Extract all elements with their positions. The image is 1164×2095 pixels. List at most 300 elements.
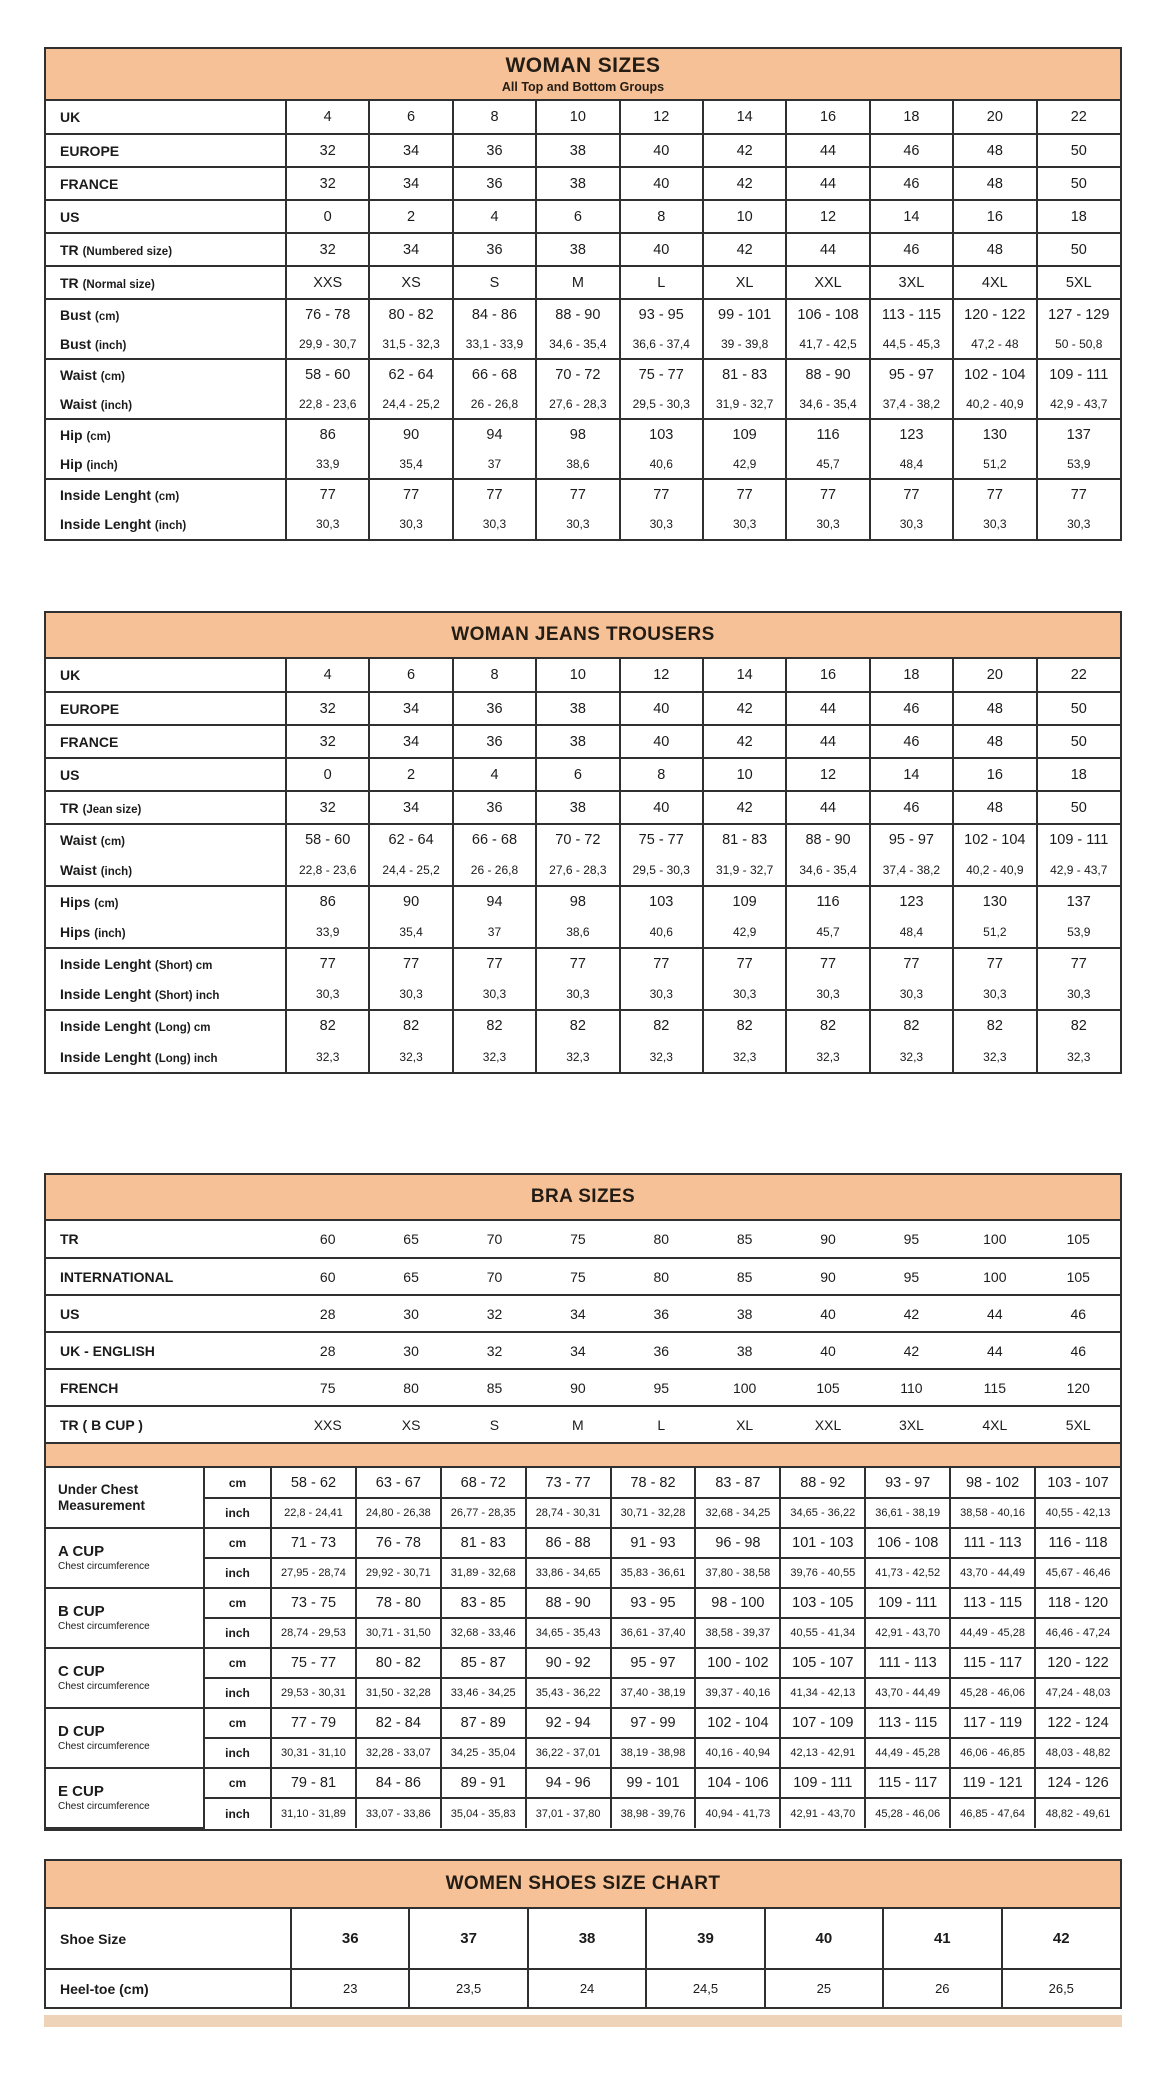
cell-value: 36,61 - 37,40 bbox=[611, 1618, 696, 1648]
cell-value: 42,91 - 43,70 bbox=[780, 1798, 865, 1828]
cell-value: 50 - 50,8 bbox=[1037, 329, 1120, 359]
cell-value: 26 - 26,8 bbox=[453, 389, 536, 419]
cell-value: 4 bbox=[286, 101, 369, 134]
cell-value: XXS bbox=[286, 1406, 369, 1443]
cell-value: 116 bbox=[786, 886, 869, 917]
cup-name: A CUP bbox=[58, 1543, 105, 1561]
cell-value: 40 bbox=[620, 692, 703, 725]
cell-value: 86 - 88 bbox=[526, 1528, 611, 1558]
cell-value: 94 bbox=[453, 419, 536, 449]
woman-sizes-subtitle: All Top and Bottom Groups bbox=[501, 79, 665, 94]
cell-value: M bbox=[536, 1406, 619, 1443]
cell-value: 77 bbox=[536, 948, 619, 979]
cell-value: 48 bbox=[953, 134, 1036, 167]
cell-value: 23,5 bbox=[409, 1969, 527, 2007]
cell-value: 106 - 108 bbox=[786, 299, 869, 329]
cell-value: 34 bbox=[369, 725, 452, 758]
cell-value: 12 bbox=[786, 758, 869, 791]
cell-value: 76 - 78 bbox=[286, 299, 369, 329]
cell-value: 122 - 124 bbox=[1035, 1708, 1120, 1738]
cell-value: 46 bbox=[870, 692, 953, 725]
cell-value: 62 - 64 bbox=[369, 824, 452, 855]
row-label-text: Hip bbox=[60, 426, 87, 443]
cell-value: 34,6 - 35,4 bbox=[536, 329, 619, 359]
bra-sizes-header bbox=[46, 1175, 1120, 1221]
row-label bbox=[46, 479, 286, 509]
cell-value: 77 bbox=[786, 948, 869, 979]
cell-value: 81 - 83 bbox=[703, 824, 786, 855]
cup-row-cm bbox=[46, 1528, 1120, 1558]
shoes-header bbox=[46, 1861, 1120, 1909]
cell-value: 82 bbox=[453, 1010, 536, 1041]
cell-value: 37,4 - 38,2 bbox=[870, 855, 953, 886]
row-label: FRANCE bbox=[46, 725, 286, 758]
table-row bbox=[46, 692, 1120, 725]
cell-value: 85 bbox=[703, 1221, 786, 1258]
cell-value: 14 bbox=[870, 200, 953, 233]
cell-value: 29,5 - 30,3 bbox=[620, 389, 703, 419]
cell-value: 32 bbox=[286, 725, 369, 758]
cell-value: 92 - 94 bbox=[526, 1708, 611, 1738]
cell-value: 124 - 126 bbox=[1035, 1768, 1120, 1798]
cell-value: 6 bbox=[536, 200, 619, 233]
cell-value: 30,71 - 32,28 bbox=[611, 1498, 696, 1528]
cell-value: 84 - 86 bbox=[453, 299, 536, 329]
cell-value: 77 bbox=[703, 479, 786, 509]
cell-value: 82 bbox=[953, 1010, 1036, 1041]
cell-value: 32,3 bbox=[1037, 1041, 1120, 1072]
cell-value: 113 - 115 bbox=[865, 1708, 950, 1738]
cell-value: 105 bbox=[1037, 1221, 1120, 1258]
cell-value: 115 - 117 bbox=[865, 1768, 950, 1798]
size-chart-page bbox=[0, 47, 1164, 2095]
cell-value: 115 bbox=[953, 1369, 1036, 1406]
cell-value: 27,6 - 28,3 bbox=[536, 855, 619, 886]
cell-value: 34,25 - 35,04 bbox=[441, 1738, 526, 1768]
row-label: TR bbox=[46, 1221, 286, 1258]
row-label bbox=[46, 855, 286, 886]
cell-value: 38 bbox=[536, 692, 619, 725]
cell-value: 36 bbox=[453, 134, 536, 167]
cell-value: 96 - 98 bbox=[695, 1528, 780, 1558]
cell-value: 44 bbox=[786, 134, 869, 167]
cell-value: 30,3 bbox=[536, 979, 619, 1010]
cell-value: XS bbox=[369, 266, 452, 299]
cell-value: 46,85 - 47,64 bbox=[950, 1798, 1035, 1828]
cell-value: 18 bbox=[1037, 758, 1120, 791]
cup-subtitle: Chest circumference bbox=[58, 1801, 150, 1813]
cell-value: 6 bbox=[536, 758, 619, 791]
cell-value: 41,34 - 42,13 bbox=[780, 1678, 865, 1708]
cell-value: 62 - 64 bbox=[369, 359, 452, 389]
cell-value: 40,94 - 41,73 bbox=[695, 1798, 780, 1828]
cell-value: 45,7 bbox=[786, 449, 869, 479]
cell-value: 4 bbox=[453, 758, 536, 791]
cell-value: 40 bbox=[620, 725, 703, 758]
row-label bbox=[46, 791, 286, 824]
bra-sizes-title: BRA SIZES bbox=[530, 1185, 636, 1207]
cell-value: 41,7 - 42,5 bbox=[786, 329, 869, 359]
cell-value: 40,55 - 42,13 bbox=[1035, 1498, 1120, 1528]
cell-value: 83 - 85 bbox=[441, 1588, 526, 1618]
cell-value: 26 - 26,8 bbox=[453, 855, 536, 886]
cell-value: 50 bbox=[1037, 167, 1120, 200]
unit-label-inch: inch bbox=[204, 1558, 271, 1588]
row-label-note: (inch) bbox=[100, 866, 133, 878]
cup-name: B CUP bbox=[58, 1603, 105, 1621]
cell-value: 77 bbox=[786, 479, 869, 509]
cell-value: 98 bbox=[536, 419, 619, 449]
table-row bbox=[46, 886, 1120, 917]
cell-value: 40 bbox=[620, 134, 703, 167]
cell-value: 28,74 - 29,53 bbox=[271, 1618, 356, 1648]
cell-value: 50 bbox=[1037, 692, 1120, 725]
cell-value: 18 bbox=[870, 659, 953, 692]
cell-value: 22 bbox=[1037, 659, 1120, 692]
cell-value: 36 bbox=[291, 1909, 409, 1969]
woman-sizes-grid bbox=[46, 101, 1120, 539]
cell-value: 45,67 - 46,46 bbox=[1035, 1558, 1120, 1588]
cell-value: 81 - 83 bbox=[703, 359, 786, 389]
cell-value: 86 bbox=[286, 419, 369, 449]
cell-value: 88 - 90 bbox=[786, 359, 869, 389]
row-label: US bbox=[46, 200, 286, 233]
cell-value: 30,3 bbox=[870, 979, 953, 1010]
cell-value: 75 bbox=[536, 1258, 619, 1295]
woman-sizes-header bbox=[46, 49, 1120, 101]
cell-value: 42 bbox=[870, 1332, 953, 1369]
table-row bbox=[46, 1010, 1120, 1041]
cup-row-inch bbox=[46, 1498, 1120, 1528]
cell-value: 31,5 - 32,3 bbox=[369, 329, 452, 359]
cell-value: 32 bbox=[286, 791, 369, 824]
cell-value: 48 bbox=[953, 725, 1036, 758]
cell-value: 58 - 60 bbox=[286, 359, 369, 389]
cell-value: 2 bbox=[369, 200, 452, 233]
cell-value: 30,3 bbox=[703, 509, 786, 539]
cup-name: D CUP bbox=[58, 1723, 105, 1741]
cell-value: 100 bbox=[953, 1258, 1036, 1295]
cell-value: 40 bbox=[786, 1295, 869, 1332]
cell-value: 105 bbox=[786, 1369, 869, 1406]
row-label-text: Inside Lenght bbox=[60, 956, 155, 972]
cell-value: 77 bbox=[369, 479, 452, 509]
cell-value: 33,86 - 34,65 bbox=[526, 1558, 611, 1588]
cell-value: 40,16 - 40,94 bbox=[695, 1738, 780, 1768]
cell-value: 86 bbox=[286, 886, 369, 917]
cell-value: 90 - 92 bbox=[526, 1648, 611, 1678]
cell-value: 120 - 122 bbox=[1035, 1648, 1120, 1678]
cell-value: 77 bbox=[953, 948, 1036, 979]
cell-value: S bbox=[453, 1406, 536, 1443]
cell-value: 10 bbox=[703, 200, 786, 233]
row-label: UK bbox=[46, 101, 286, 134]
cell-value: 42 bbox=[1002, 1909, 1120, 1969]
cell-value: 36,61 - 38,19 bbox=[865, 1498, 950, 1528]
cell-value: 33,46 - 34,25 bbox=[441, 1678, 526, 1708]
cell-value: M bbox=[536, 266, 619, 299]
row-label: FRANCE bbox=[46, 167, 286, 200]
cell-value: 42 bbox=[870, 1295, 953, 1332]
cell-value: 82 bbox=[1037, 1010, 1120, 1041]
cell-value: 90 bbox=[369, 419, 452, 449]
cell-value: 36,6 - 37,4 bbox=[620, 329, 703, 359]
cell-value: 40 bbox=[620, 791, 703, 824]
cell-value: 41,73 - 42,52 bbox=[865, 1558, 950, 1588]
cell-value: 82 bbox=[870, 1010, 953, 1041]
cell-value: 123 bbox=[870, 419, 953, 449]
cell-value: 33,1 - 33,9 bbox=[453, 329, 536, 359]
cell-value: 44 bbox=[786, 725, 869, 758]
row-label-text: Hips bbox=[60, 924, 95, 940]
cell-value: 38 bbox=[703, 1295, 786, 1332]
cell-value: S bbox=[453, 266, 536, 299]
table-row bbox=[46, 1295, 1120, 1332]
cell-value: 47,2 - 48 bbox=[953, 329, 1036, 359]
cell-value: 77 bbox=[1037, 479, 1120, 509]
cell-value: 103 bbox=[620, 886, 703, 917]
cell-value: 33,9 bbox=[286, 917, 369, 948]
cell-value: 77 bbox=[703, 948, 786, 979]
cell-value: 30,3 bbox=[953, 509, 1036, 539]
cell-value: 30,3 bbox=[1037, 509, 1120, 539]
cell-value: 80 bbox=[369, 1369, 452, 1406]
cell-value: 103 bbox=[620, 419, 703, 449]
woman-jeans-title: WOMAN JEANS TROUSERS bbox=[451, 623, 715, 645]
cup-label bbox=[46, 1708, 204, 1768]
row-label bbox=[46, 948, 286, 979]
cell-value: 14 bbox=[870, 758, 953, 791]
cell-value: 24 bbox=[528, 1969, 646, 2007]
unit-label-inch: inch bbox=[204, 1498, 271, 1528]
row-label: Shoe Size bbox=[46, 1909, 291, 1969]
cell-value: 46 bbox=[870, 134, 953, 167]
cell-value: 42,91 - 43,70 bbox=[865, 1618, 950, 1648]
shoes-table bbox=[44, 1859, 1122, 2009]
row-label: TR ( B CUP ) bbox=[46, 1406, 286, 1443]
cell-value: 37 bbox=[453, 917, 536, 948]
cell-value: 16 bbox=[953, 200, 1036, 233]
cell-value: 34 bbox=[369, 134, 452, 167]
unit-label-inch: inch bbox=[204, 1618, 271, 1648]
row-label-note: (Jean size) bbox=[82, 803, 142, 816]
cell-value: 93 - 95 bbox=[611, 1588, 696, 1618]
woman-jeans-grid bbox=[46, 659, 1120, 1072]
cell-value: 16 bbox=[786, 659, 869, 692]
cell-value: 30,3 bbox=[620, 509, 703, 539]
cell-value: 105 - 107 bbox=[780, 1648, 865, 1678]
cell-value: 85 bbox=[703, 1258, 786, 1295]
woman-jeans-table bbox=[44, 611, 1122, 1074]
cup-name: Under Chest Measurement bbox=[58, 1481, 146, 1513]
cell-value: 109 - 111 bbox=[780, 1768, 865, 1798]
cell-value: 32,68 - 33,46 bbox=[441, 1618, 526, 1648]
cell-value: 80 - 82 bbox=[369, 299, 452, 329]
cell-value: 37,80 - 38,58 bbox=[695, 1558, 780, 1588]
cell-value: 42 bbox=[703, 692, 786, 725]
cell-value: 40 bbox=[786, 1332, 869, 1369]
cell-value: 44 bbox=[786, 167, 869, 200]
cell-value: 38,58 - 39,37 bbox=[695, 1618, 780, 1648]
cell-value: 32,28 - 33,07 bbox=[356, 1738, 441, 1768]
cell-value: 26 bbox=[883, 1969, 1001, 2007]
cell-value: 76 - 78 bbox=[356, 1528, 441, 1558]
cell-value: 75 - 77 bbox=[620, 824, 703, 855]
cell-value: 42,9 - 43,7 bbox=[1037, 855, 1120, 886]
cell-value: 82 bbox=[620, 1010, 703, 1041]
cell-value: 34,65 - 35,43 bbox=[526, 1618, 611, 1648]
cell-value: 34,65 - 36,22 bbox=[780, 1498, 865, 1528]
row-label-note: (cm) bbox=[154, 490, 180, 503]
row-label-text: TR bbox=[60, 799, 83, 816]
cell-value: 38,98 - 39,76 bbox=[611, 1798, 696, 1828]
cell-value: 46 bbox=[870, 791, 953, 824]
table-row bbox=[46, 725, 1120, 758]
cup-row-inch bbox=[46, 1678, 1120, 1708]
cell-value: 73 - 77 bbox=[526, 1468, 611, 1498]
cell-value: 34 bbox=[369, 791, 452, 824]
cell-value: 82 - 84 bbox=[356, 1708, 441, 1738]
cup-row-cm bbox=[46, 1588, 1120, 1618]
row-label bbox=[46, 233, 286, 266]
cell-value: 28 bbox=[286, 1295, 369, 1332]
table-row bbox=[46, 167, 1120, 200]
cell-value: 77 bbox=[870, 479, 953, 509]
cell-value: 77 bbox=[369, 948, 452, 979]
cell-value: 50 bbox=[1037, 233, 1120, 266]
cell-value: 4 bbox=[286, 659, 369, 692]
cell-value: 30,3 bbox=[286, 509, 369, 539]
cell-value: 32 bbox=[286, 134, 369, 167]
cell-value: 0 bbox=[286, 200, 369, 233]
cell-value: 120 - 122 bbox=[953, 299, 1036, 329]
cell-value: 35,4 bbox=[369, 449, 452, 479]
cup-row-cm bbox=[46, 1648, 1120, 1678]
cell-value: 24,80 - 26,38 bbox=[356, 1498, 441, 1528]
cell-value: 32,3 bbox=[786, 1041, 869, 1072]
cell-value: 82 bbox=[369, 1010, 452, 1041]
cell-value: 111 - 113 bbox=[950, 1528, 1035, 1558]
cell-value: 5XL bbox=[1037, 266, 1120, 299]
cell-value: 24,4 - 25,2 bbox=[369, 855, 452, 886]
row-label: US bbox=[46, 758, 286, 791]
cell-value: 32 bbox=[453, 1295, 536, 1332]
cell-value: 0 bbox=[286, 758, 369, 791]
cell-value: 45,7 bbox=[786, 917, 869, 948]
cell-value: 104 - 106 bbox=[695, 1768, 780, 1798]
cell-value: 88 - 90 bbox=[536, 299, 619, 329]
cell-value: 35,4 bbox=[369, 917, 452, 948]
woman-jeans-header bbox=[46, 613, 1120, 659]
unit-label-cm: cm bbox=[204, 1708, 271, 1738]
cell-value: 30,3 bbox=[286, 979, 369, 1010]
table-row bbox=[46, 134, 1120, 167]
cell-value: 46 bbox=[1037, 1332, 1120, 1369]
row-label bbox=[46, 449, 286, 479]
cell-value: 137 bbox=[1037, 886, 1120, 917]
table-row bbox=[46, 824, 1120, 855]
cell-value: 106 - 108 bbox=[865, 1528, 950, 1558]
cup-subtitle: Chest circumference bbox=[58, 1621, 150, 1633]
cell-value: 77 bbox=[286, 948, 369, 979]
cell-value: 102 - 104 bbox=[953, 359, 1036, 389]
row-label bbox=[46, 917, 286, 948]
bra-divider-band bbox=[46, 1444, 1120, 1468]
cell-value: 36 bbox=[453, 791, 536, 824]
cell-value: 35,83 - 36,61 bbox=[611, 1558, 696, 1588]
cell-value: 6 bbox=[369, 101, 452, 134]
cell-value: 43,70 - 44,49 bbox=[865, 1678, 950, 1708]
cell-value: 32,3 bbox=[620, 1041, 703, 1072]
cell-value: 82 bbox=[786, 1010, 869, 1041]
row-label-note: (inch) bbox=[86, 459, 118, 472]
cell-value: 95 bbox=[620, 1369, 703, 1406]
cell-value: 28 bbox=[286, 1332, 369, 1369]
cell-value: 51,2 bbox=[953, 917, 1036, 948]
cell-value: 27,95 - 28,74 bbox=[271, 1558, 356, 1588]
cup-label bbox=[46, 1528, 204, 1588]
row-label bbox=[46, 509, 286, 539]
row-label-note: (Normal size) bbox=[82, 278, 155, 291]
cell-value: 44 bbox=[786, 233, 869, 266]
table-row bbox=[46, 1406, 1120, 1443]
cell-value: 115 - 117 bbox=[950, 1648, 1035, 1678]
cell-value: 98 - 100 bbox=[695, 1588, 780, 1618]
cell-value: 30,3 bbox=[786, 509, 869, 539]
cell-value: 38 bbox=[536, 725, 619, 758]
cell-value: 44,49 - 45,28 bbox=[865, 1738, 950, 1768]
woman-sizes-table bbox=[44, 47, 1122, 541]
cell-value: 40 bbox=[765, 1909, 883, 1969]
table-row bbox=[46, 419, 1120, 449]
cell-value: 87 - 89 bbox=[441, 1708, 526, 1738]
cell-value: 44 bbox=[786, 791, 869, 824]
cell-value: 34,6 - 35,4 bbox=[786, 855, 869, 886]
cell-value: 23 bbox=[291, 1969, 409, 2007]
table-row bbox=[46, 449, 1120, 479]
row-label-note: (Short) inch bbox=[154, 990, 220, 1002]
cell-value: 63 - 67 bbox=[356, 1468, 441, 1498]
cell-value: 46,06 - 46,85 bbox=[950, 1738, 1035, 1768]
row-label-note: (cm) bbox=[100, 836, 125, 848]
row-label bbox=[46, 1041, 286, 1072]
cup-label bbox=[46, 1768, 204, 1828]
unit-label-inch: inch bbox=[204, 1738, 271, 1768]
cell-value: 27,6 - 28,3 bbox=[536, 389, 619, 419]
cell-value: 66 - 68 bbox=[453, 824, 536, 855]
row-label-text: Hips bbox=[60, 894, 95, 910]
table-row bbox=[46, 329, 1120, 359]
cell-value: 34 bbox=[369, 692, 452, 725]
cell-value: 30,3 bbox=[786, 979, 869, 1010]
cell-value: 80 - 82 bbox=[356, 1648, 441, 1678]
cell-value: 22 bbox=[1037, 101, 1120, 134]
cell-value: 100 bbox=[953, 1221, 1036, 1258]
row-label-text: Waist bbox=[60, 832, 101, 848]
cell-value: 123 bbox=[870, 886, 953, 917]
shoes-grid bbox=[46, 1909, 1120, 2007]
cell-value: 82 bbox=[286, 1010, 369, 1041]
table-row bbox=[46, 479, 1120, 509]
unit-label-inch: inch bbox=[204, 1678, 271, 1708]
cell-value: 43,70 - 44,49 bbox=[950, 1558, 1035, 1588]
woman-sizes-title: WOMAN SIZES bbox=[505, 54, 661, 78]
cell-value: 8 bbox=[620, 758, 703, 791]
table-row bbox=[46, 1221, 1120, 1258]
row-label-note: (inch) bbox=[154, 520, 187, 532]
cell-value: 30,3 bbox=[703, 979, 786, 1010]
cell-value: 42 bbox=[703, 233, 786, 266]
